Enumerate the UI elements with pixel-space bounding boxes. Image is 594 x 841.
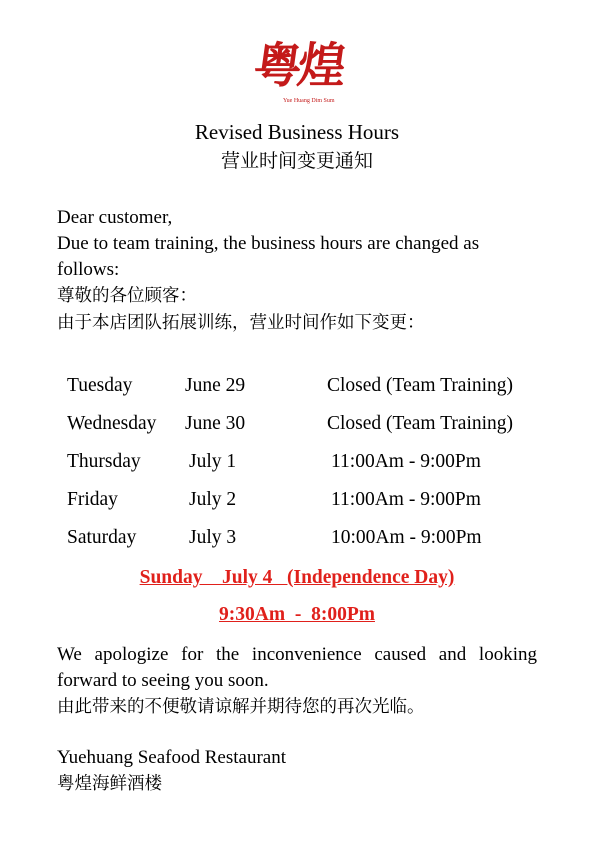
schedule-day: Thursday: [67, 451, 141, 472]
schedule-row: [0, 375, 594, 401]
schedule-date: July 2: [189, 489, 237, 510]
intro-chinese: 由于本店团队拓展训练，营业时间作如下变更：: [57, 313, 425, 333]
schedule-hours: Closed (Team Training): [327, 413, 514, 434]
schedule-hours: Closed (Team Training): [327, 375, 514, 396]
apology-chinese: 由此带来的不便敬请谅解并期待您的再次光临。: [57, 697, 425, 717]
notice-title-chinese: 营业时间变更通知: [220, 150, 373, 172]
apology-english: We apologize for the inconvenience caused and looking forward to seeing you soon.: [57, 644, 537, 691]
schedule-day: Friday: [67, 489, 118, 510]
signature-english: Yuehuang Seafood Restaurant: [57, 747, 286, 768]
notice-title-english: Revised Business Hours: [194, 120, 400, 144]
schedule-date: June 30: [185, 413, 246, 434]
schedule-date: July 3: [189, 527, 237, 548]
salutation-english: Dear customer,: [57, 207, 173, 228]
schedule-hours: 11:00Am - 9:00Pm: [331, 451, 481, 472]
logo-subtitle: Yue Huang Dim Sum: [283, 98, 335, 104]
schedule-row: [0, 489, 594, 515]
schedule-hours: 11:00Am - 9:00Pm: [331, 489, 481, 510]
salutation-chinese: 尊敬的各位顾客：: [57, 286, 197, 306]
intro-english: Due to team training, the business hours are changed as follows:: [57, 233, 480, 280]
schedule-row: [0, 527, 594, 553]
schedule-day: Tuesday: [67, 375, 133, 396]
schedule-date: June 29: [185, 375, 246, 396]
special-hours-line: 9:30Am - 8:00Pm: [219, 604, 375, 625]
schedule-date: July 1: [189, 451, 237, 472]
schedule-day: Saturday: [67, 527, 137, 548]
schedule-hours: 10:00Am - 9:00Pm: [331, 527, 482, 548]
schedule-day: Wednesday: [67, 413, 157, 434]
schedule-row: [0, 451, 594, 477]
logo-chinese-text: 粤煌: [250, 38, 346, 94]
special-day-line: Sunday July 4 (Independence Day): [139, 567, 455, 588]
signature-chinese: 粤煌海鲜酒楼: [57, 774, 162, 794]
schedule-row: [0, 413, 594, 439]
restaurant-logo: [237, 36, 359, 112]
